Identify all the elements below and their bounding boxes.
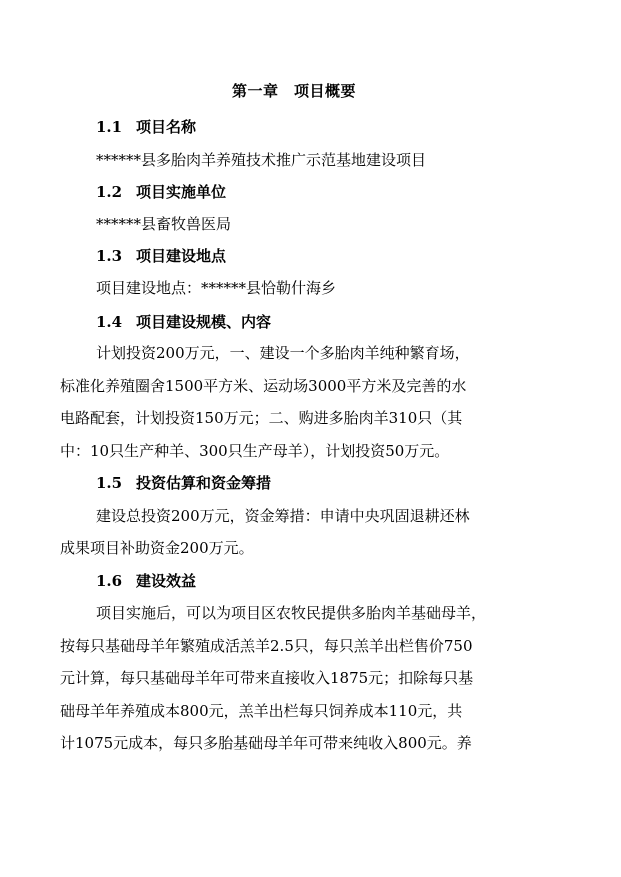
section-number: 1.3 [96, 247, 123, 265]
section-heading-1-2 [96, 181, 226, 202]
section-title: 投资估算和资金筹措 [136, 474, 272, 492]
section-number: 1.6 [96, 572, 123, 590]
paragraph-line: 计划投资200万元，一、建设一个多胎肉羊纯种繁育场， [96, 344, 470, 362]
section-heading-1-6 [96, 570, 196, 591]
implementing-unit-text: ******县畜牧兽医局 [96, 215, 232, 233]
section-title: 项目建设地点 [136, 247, 227, 265]
section-number: 1.5 [96, 474, 123, 492]
section-heading-1-4 [96, 311, 271, 332]
section-number: 1.1 [96, 118, 123, 136]
section-title: 项目名称 [136, 118, 197, 136]
paragraph-line: 建设总投资200万元，资金筹措：申请中央巩固退耕还林 [96, 507, 470, 525]
paragraph-line: 计1075元成本，每只多胎基础母羊年可带来纯收入800元。养 [60, 734, 472, 752]
section-title: 建设效益 [136, 572, 197, 590]
section-title: 项目实施单位 [136, 183, 227, 201]
paragraph-line: 础母羊年养殖成本800元，羔羊出栏每只饲养成本110元，共 [60, 702, 463, 720]
chapter-title: 第一章 项目概要 [231, 82, 356, 100]
paragraph-line: 按每只基础母羊年繁殖成活羔羊2.5只，每只羔羊出栏售价750 [60, 637, 473, 655]
location-text: 项目建设地点：******县恰勒什海乡 [96, 279, 337, 297]
project-name-text: ******县多胎肉羊养殖技术推广示范基地建设项目 [96, 151, 427, 169]
paragraph-line: 中：10只生产种羊、300只生产母羊），计划投资50万元。 [60, 442, 450, 460]
paragraph-line: 标准化养殖圈舍1500平方米、运动场3000平方米及完善的水 [60, 377, 467, 395]
section-title: 项目建设规模、内容 [136, 313, 272, 331]
section-heading-1-5 [96, 472, 271, 493]
section-heading-1-3 [96, 245, 226, 266]
section-number: 1.4 [96, 313, 123, 331]
section-heading-1-1 [96, 116, 196, 137]
paragraph-line: 成果项目补助资金200万元。 [60, 539, 254, 557]
section-number: 1.2 [96, 183, 123, 201]
paragraph-line: 元计算，每只基础母羊年可带来直接收入1875元；扣除每只基 [60, 669, 474, 687]
paragraph-line: 电路配套，计划投资150万元；二、购进多胎肉羊310只（其 [60, 409, 463, 427]
paragraph-line: 项目实施后，可以为项目区农牧民提供多胎肉羊基础母羊， [96, 604, 487, 622]
